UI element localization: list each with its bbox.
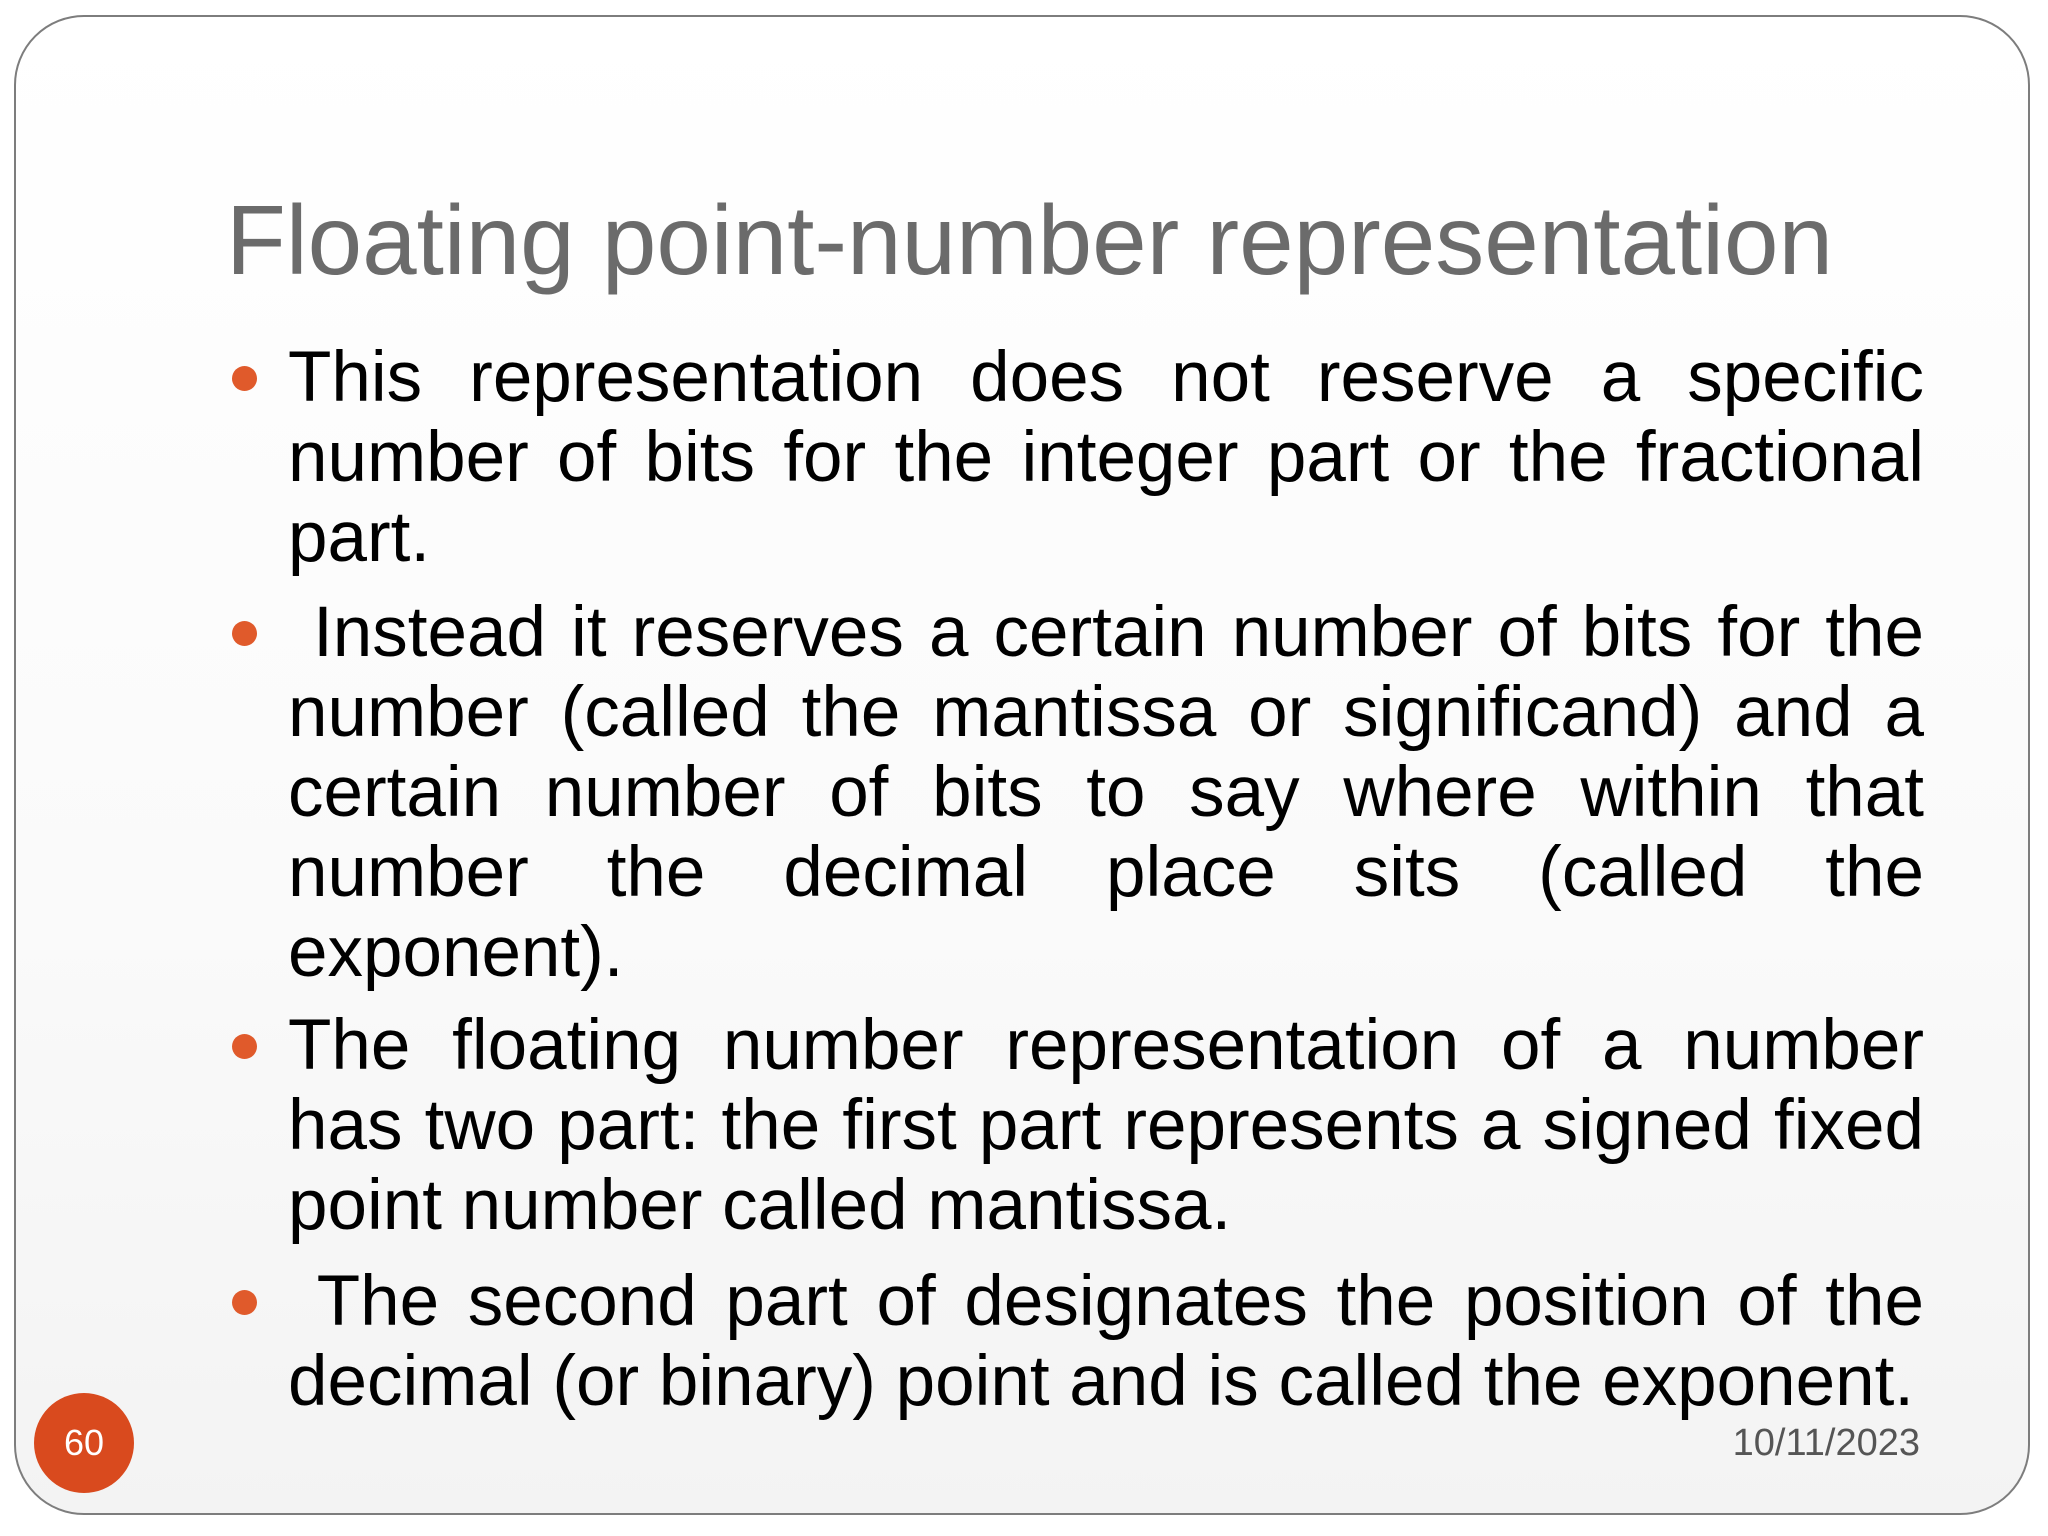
bullet-text: The second part of designates the position of the decimal (or binary) point and is called the exponent.	[288, 1262, 1924, 1421]
bullet-list	[232, 338, 1924, 1437]
bullet-text: This representation does not reserve a specific number of bits for the integer part or the fractional part.	[288, 338, 1924, 577]
bullet-item	[232, 338, 1924, 578]
bullet-item	[232, 593, 1924, 993]
bullet-item	[232, 1262, 1924, 1422]
bullet-dot-icon	[232, 366, 257, 391]
page-number-badge: 60	[34, 1393, 134, 1493]
bullet-text: The floating number representation of a number has two part: the first part represents a signed fixed point number called mantissa.	[288, 1006, 1924, 1245]
slide-date: 10/11/2023	[1732, 1422, 1920, 1464]
bullet-dot-icon	[232, 621, 257, 646]
bullet-item	[232, 1006, 1924, 1246]
slide-title: Floating point-number representation	[226, 185, 1834, 295]
bullet-text: Instead it reserves a certain number of bits for the number (called the mantissa or significand) and a certain number of bits to say where within that number the decimal place sits (called the exponent).	[288, 593, 1924, 992]
bullet-dot-icon	[232, 1290, 257, 1315]
bullet-dot-icon	[232, 1034, 257, 1059]
